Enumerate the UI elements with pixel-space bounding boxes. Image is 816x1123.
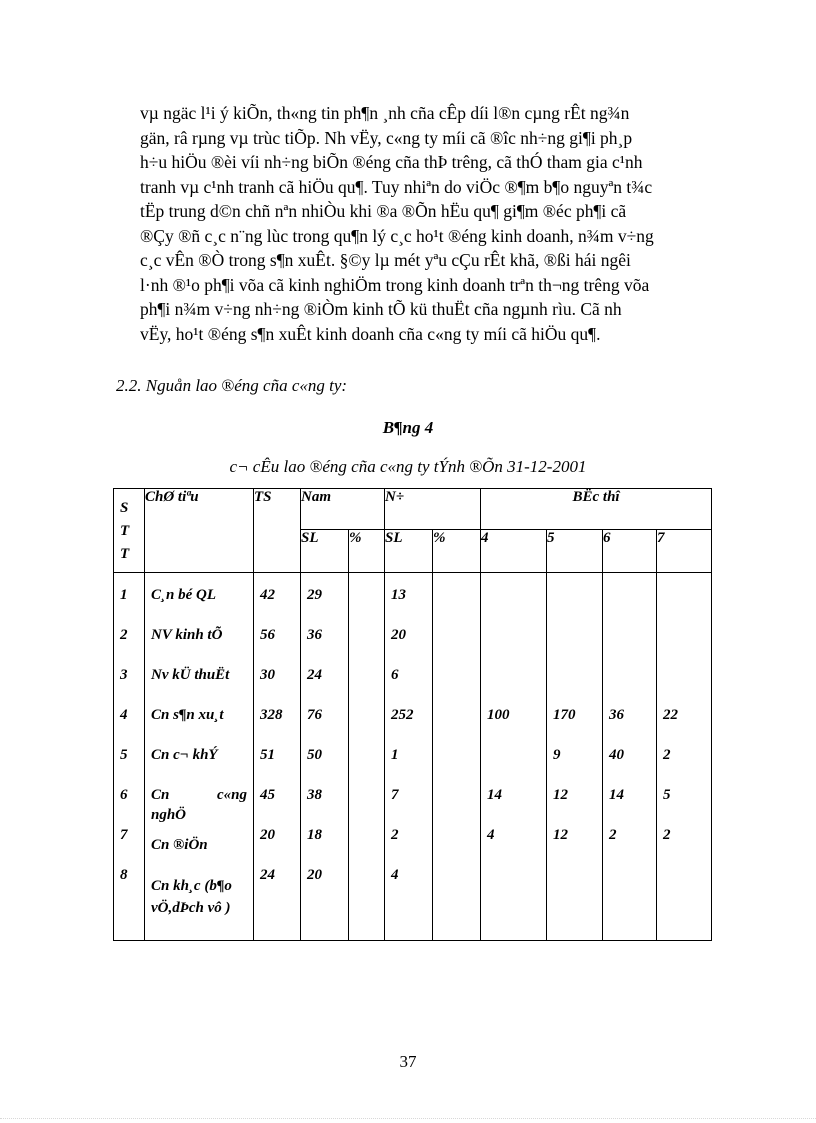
bac-7-cell: 2: [663, 827, 671, 843]
paragraph-line: h÷u hiÖu ®èi víi nh÷ng biÕn ®éng cña thÞ trêng, cã thÓ tham gia c¹nh: [140, 152, 643, 172]
stt-cell: 7: [120, 827, 128, 843]
ts-cell: 24: [260, 867, 275, 883]
header-nam-pct: %: [349, 530, 385, 573]
nam-pct-column: [349, 573, 385, 941]
paragraph-line: c¸c vÊn ®Ò trong s¶n xuÊt. §©y lµ mét yªu cÇu rÊt khã, ®ßi hái ngêi: [140, 250, 631, 270]
header-nu-sl: SL: [385, 530, 433, 573]
bac-5-cell: 9: [553, 747, 561, 763]
chi-tieu-cell-line: vÖ,dÞch vô ): [151, 900, 231, 916]
bac-5-cell: 12: [553, 827, 569, 843]
stt-cell: 2: [120, 627, 128, 643]
header-stt-s: S: [120, 500, 129, 516]
header-nam-sl: SL: [301, 530, 349, 573]
ts-cell: 20: [260, 827, 275, 843]
nu-pct-column: [433, 573, 481, 941]
bac-5-cell: [553, 665, 596, 705]
bac-5-cell: [553, 625, 596, 665]
bac-6-cell: 2: [609, 827, 617, 843]
bac-4-column: [481, 573, 547, 941]
nu-sl-cell: 252: [391, 707, 414, 723]
ts-cell: 30: [260, 667, 275, 683]
chi-tieu-cell: Cn s¶n xu¸t: [151, 707, 224, 723]
bac-6-cell: 14: [609, 787, 625, 803]
nam-sl-cell: 24: [307, 667, 322, 683]
nu-sl-cell: 13: [391, 587, 406, 603]
paragraph-line: vµ ngäc l¹i ý kiÕn, th«ng tin ph¶n ¸nh cña cÊp díi l®n cµng rÊt ng¾n: [140, 103, 630, 123]
labor-structure-table: [113, 488, 712, 941]
header-bac-5: 5: [547, 530, 603, 573]
table-body-row: [114, 573, 712, 941]
body-paragraph: [140, 101, 695, 346]
stt-cell: 8: [120, 867, 128, 883]
footer-divider: [0, 1118, 816, 1119]
nam-sl-column: [301, 573, 349, 941]
header-chi-tieu: ChØ tiªu: [145, 489, 254, 573]
header-nu-pct: %: [433, 530, 481, 573]
stt-cell: 3: [120, 667, 128, 683]
stt-cell: 6: [120, 787, 128, 803]
bac-6-cell: 36: [609, 707, 625, 723]
bac-6-cell: [609, 585, 650, 625]
chi-tieu-cell: NV kinh tÕ: [151, 627, 223, 643]
bac-7-cell: 2: [663, 747, 671, 763]
header-stt-t2: T: [120, 546, 130, 562]
stt-cell: 4: [120, 707, 128, 723]
chi-tieu-cell: Nv kÜ thuËt: [151, 667, 230, 683]
chi-tieu-cell: C¸n bé QL: [151, 587, 216, 603]
nam-sl-cell: 38: [307, 787, 322, 803]
bac-4-cell: 100: [487, 707, 510, 723]
bac-5-column: [547, 573, 603, 941]
chi-tieu-word: c«ng: [217, 787, 247, 803]
bac-6-cell: 40: [609, 747, 625, 763]
paragraph-line: l·nh ®¹o ph¶i võa cã kinh nghiÖm trong kinh doanh trªn th¬ng trêng võa: [140, 274, 650, 295]
header-bac-7: 7: [657, 530, 712, 573]
header-nam: Nam: [301, 489, 385, 530]
bac-7-cell: [663, 585, 705, 625]
paragraph-line: tranh vµ c¹nh tranh cã hiÖu qu¶. Tuy nhiªn do viÖc ®¶m b¶o nguyªn t¾c: [140, 176, 653, 197]
nu-sl-cell: 6: [391, 667, 399, 683]
table-number: B¶ng 4: [382, 418, 434, 437]
bac-4-cell: [487, 665, 540, 705]
bac-6-column: [603, 573, 657, 941]
paragraph-line: ph¶i n¾m v÷ng nh÷ng ®iÒm kinh tÕ kü thuËt cña ngµnh rìu. Cã nh: [140, 299, 622, 319]
bac-6-cell: [609, 625, 650, 665]
bac-7-cell: [663, 625, 705, 665]
nu-sl-cell: 20: [391, 627, 406, 643]
stt-column: [114, 573, 145, 941]
chi-tieu-column: [145, 573, 254, 941]
chi-tieu-cell: [151, 785, 247, 825]
header-bac-tho: BËc thî: [481, 489, 712, 530]
bac-7-column: [657, 573, 712, 941]
nam-sl-cell: 36: [307, 627, 322, 643]
nam-sl-cell: 29: [307, 587, 322, 603]
nam-sl-cell: 76: [307, 707, 322, 723]
chi-tieu-cell: Cn c¬ khÝ: [151, 747, 218, 763]
bac-4-cell: 14: [487, 787, 503, 803]
paragraph-line: vËy, ho¹t ®éng s¶n xuÊt kinh doanh cña c«ng ty míi cã hiÖu qu¶.: [140, 323, 601, 344]
stt-cell: 5: [120, 747, 128, 763]
chi-tieu-cell: Cn ®iÖn: [151, 837, 208, 853]
paragraph-line: tËp trung d©n chñ nªn nhiÒu khi ®a ®Õn hËu qu¶ gi¶m ®éc ph¶i cã: [140, 201, 627, 221]
table-caption: c¬ cÊu lao ®éng cña c«ng ty tÝnh ®Õn 31-12-2001: [229, 457, 587, 476]
stt-cell: 1: [120, 587, 128, 603]
bac-5-cell: [553, 585, 596, 625]
chi-tieu-cell-line: nghÖ: [151, 807, 187, 823]
bac-4-cell: [487, 745, 540, 785]
bac-4-cell: [487, 625, 540, 665]
ts-column: [254, 573, 301, 941]
chi-tieu-cell: [151, 875, 247, 919]
bac-6-cell: [609, 665, 650, 705]
nu-sl-cell: 1: [391, 747, 399, 763]
bac-5-cell: 170: [553, 707, 576, 723]
nam-sl-cell: 18: [307, 827, 322, 843]
paragraph-line: ®Çy ®ñ c¸c n¨ng lùc trong qu¶n lý c¸c ho¹t ®éng kinh doanh, n¾m v÷ng: [140, 225, 654, 246]
nu-sl-cell: 7: [391, 787, 399, 803]
nam-sl-cell: 20: [307, 867, 322, 883]
page-number: 37: [399, 1052, 417, 1071]
section-heading: 2.2. Nguån lao ®éng cña c«ng ty:: [116, 376, 348, 395]
header-nu: N÷: [385, 489, 481, 530]
header-stt: [114, 489, 145, 573]
bac-4-cell: [487, 585, 540, 625]
ts-cell: 42: [260, 587, 275, 603]
nu-sl-cell: 4: [391, 867, 399, 883]
paragraph-line: gän, râ rµng vµ trùc tiÕp. Nh vËy, c«ng ty míi cã ®îc nh÷ng gi¶i ph¸p: [140, 127, 633, 148]
bac-5-cell: 12: [553, 787, 569, 803]
chi-tieu-cell-line: [151, 785, 247, 805]
ts-cell: 45: [260, 787, 275, 803]
chi-tieu-word: Cn: [151, 787, 170, 803]
bac-7-cell: 5: [663, 787, 671, 803]
header-bac-6: 6: [603, 530, 657, 573]
nam-sl-cell: 50: [307, 747, 322, 763]
header-ts: TS: [254, 489, 301, 573]
table-header-row: [114, 489, 712, 530]
ts-cell: 51: [260, 747, 275, 763]
bac-7-cell: 22: [663, 707, 679, 723]
nu-sl-column: [385, 573, 433, 941]
bac-4-cell: 4: [487, 827, 495, 843]
ts-cell: 56: [260, 627, 275, 643]
ts-cell: 328: [260, 707, 283, 723]
header-bac-4: 4: [481, 530, 547, 573]
nu-sl-cell: 2: [391, 827, 399, 843]
chi-tieu-cell-line: Cn kh¸c (b¶o: [151, 878, 232, 894]
header-stt-t1: T: [120, 523, 130, 539]
bac-7-cell: [663, 665, 705, 705]
